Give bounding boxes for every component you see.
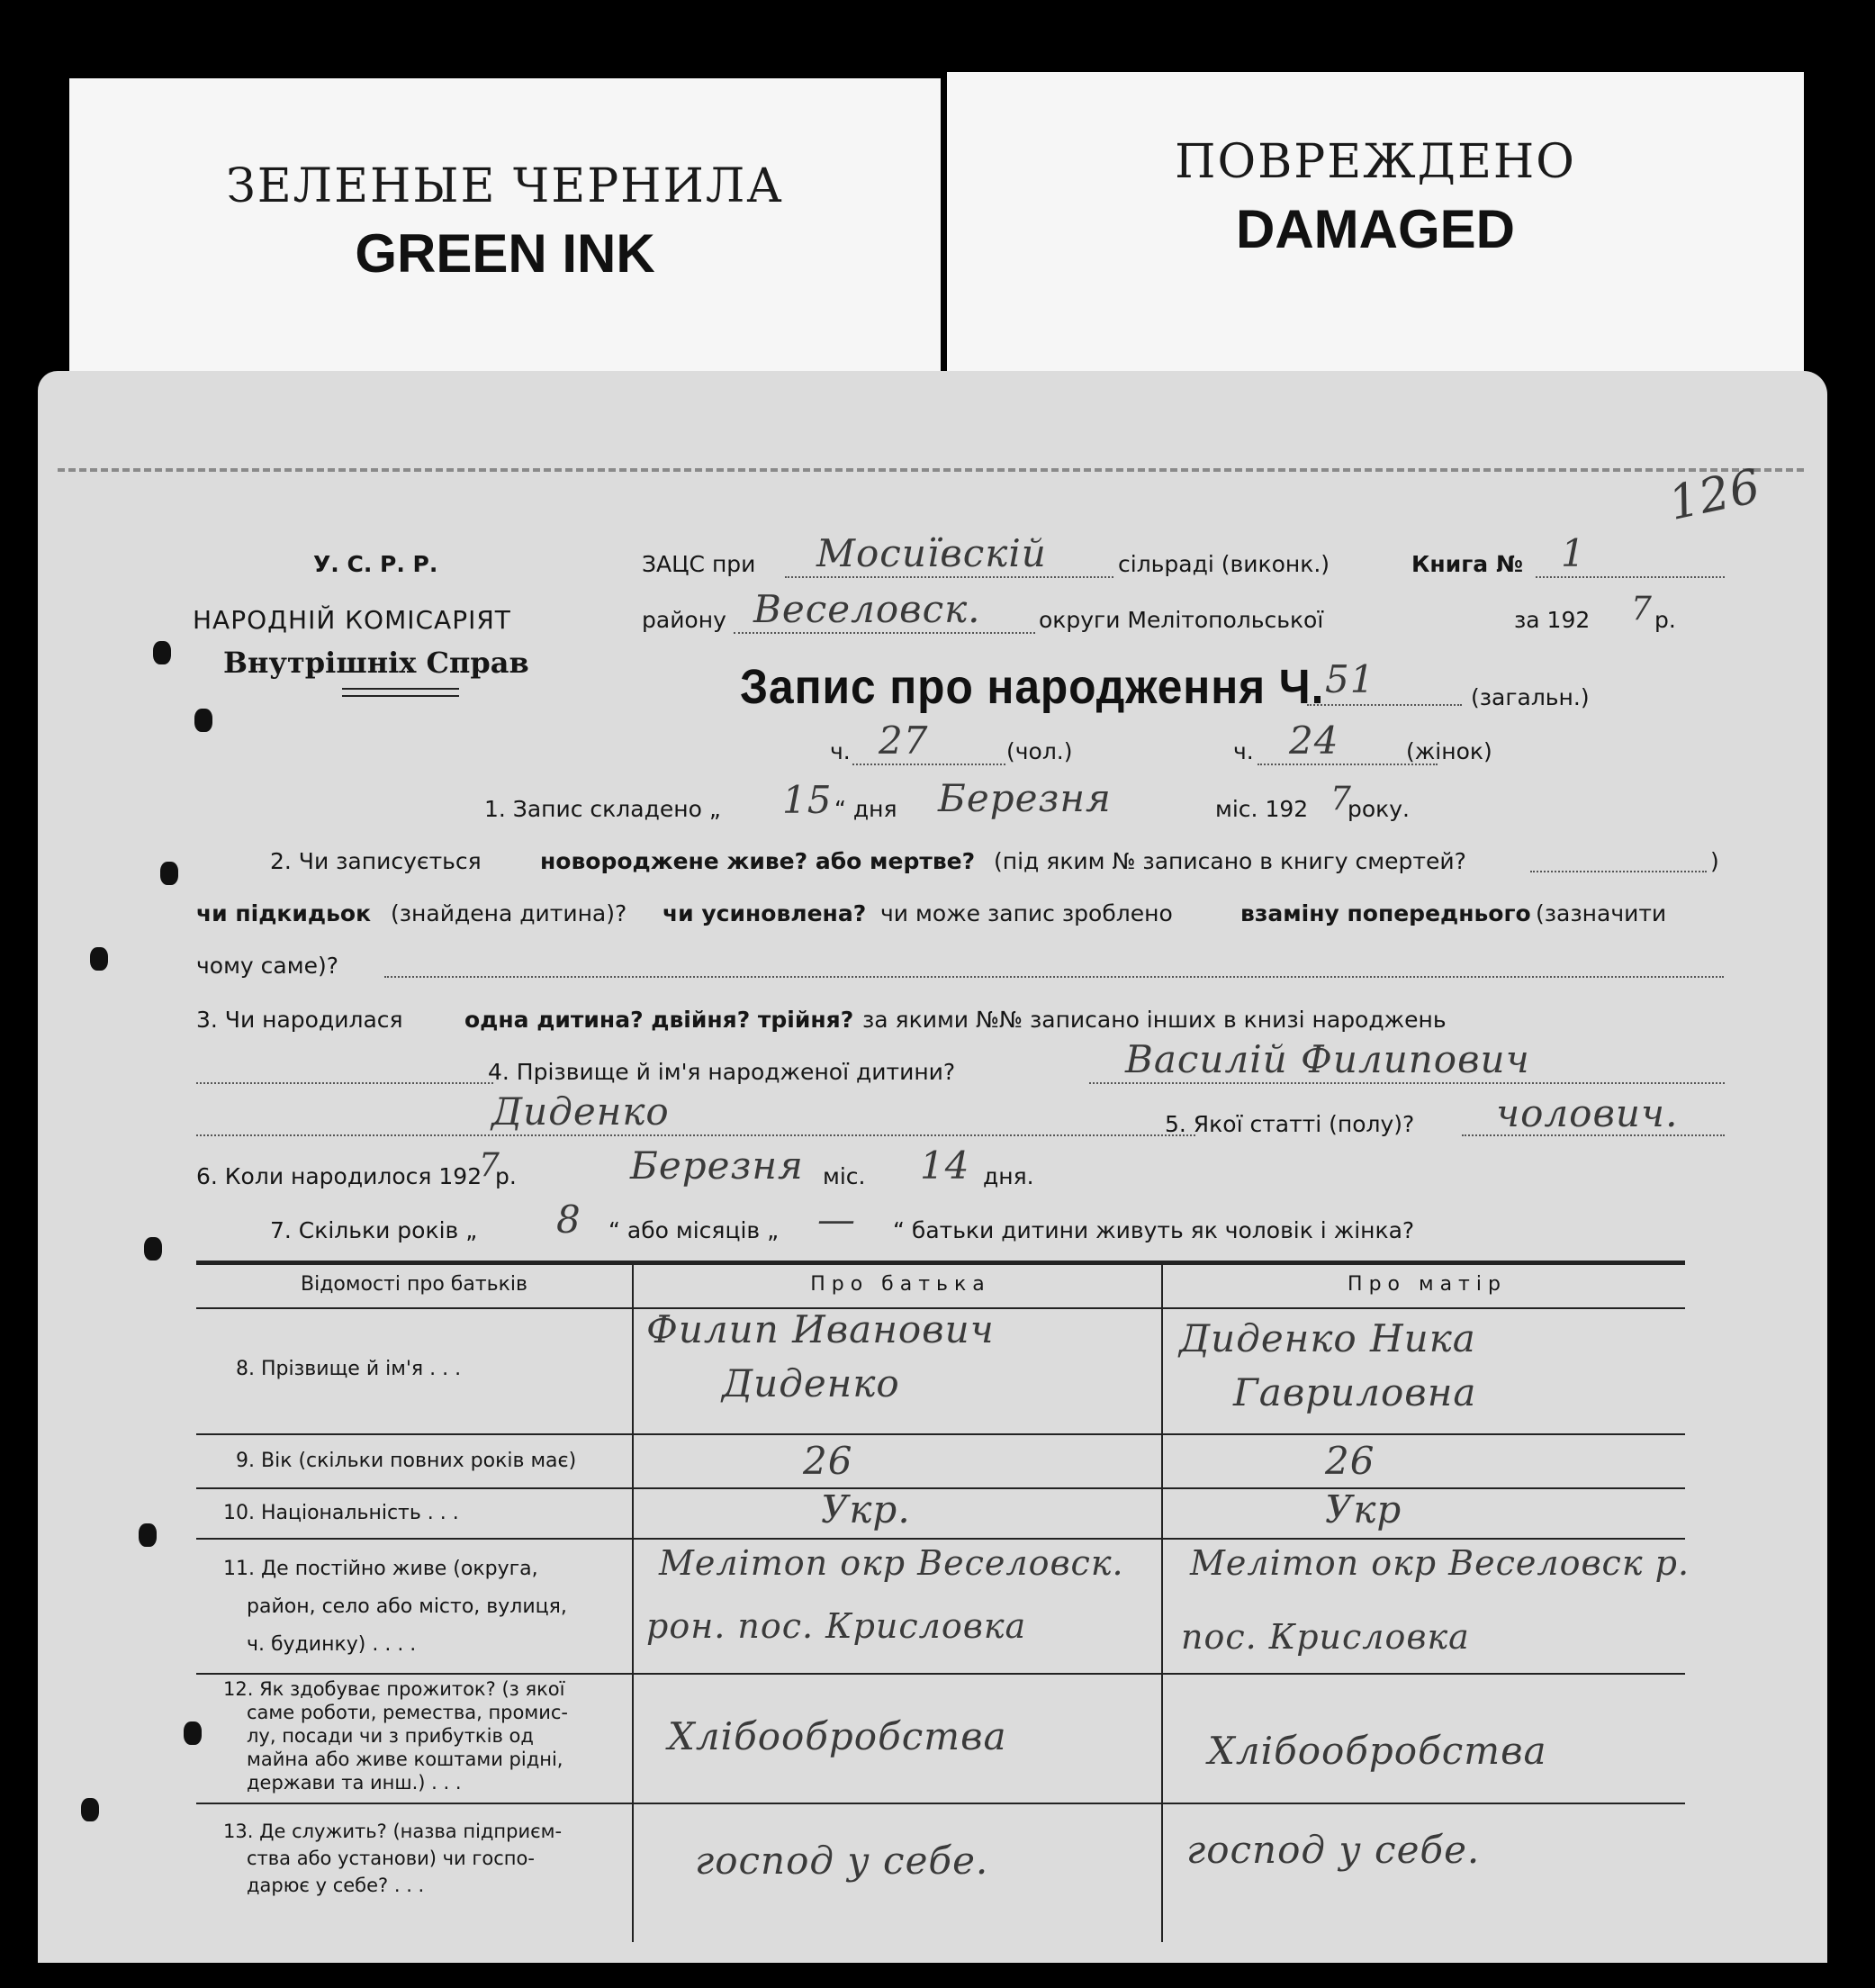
archive-number: 126 <box>1663 459 1766 531</box>
damaged-label-en: DAMAGED <box>1236 199 1515 259</box>
item5-value: чолович. <box>1496 1091 1679 1135</box>
punch-hole <box>160 862 178 885</box>
item2-text: (знайдена дитина)? <box>391 900 627 926</box>
female-prefix: ч. <box>1233 738 1254 764</box>
item6-day: 14 <box>920 1143 970 1188</box>
item2-bold: новороджене живе? або мертве? <box>540 848 976 874</box>
fill-line <box>852 764 1005 765</box>
item2-bold: чи підкидьок <box>196 900 372 926</box>
damaged-label-ru: ПОВРЕЖДЕНО <box>1175 135 1576 189</box>
row-label: 9. Вік (скільки повних років має) <box>236 1450 577 1472</box>
item6-year: 7 <box>479 1147 500 1184</box>
row-label: дарює у себе? . . . <box>247 1875 425 1896</box>
father-name: Диденко <box>722 1361 900 1405</box>
fill-line <box>1307 704 1462 706</box>
row-label: 10. Національність . . . <box>223 1502 459 1524</box>
item7-years: 8 <box>556 1197 581 1242</box>
father-residence: Мелітоп окр Веселовск. <box>659 1543 1124 1583</box>
row-label: ч. будинку) . . . . <box>247 1633 417 1656</box>
book-label: Книга № <box>1411 551 1523 577</box>
okrug-label: округи Мелітопольської <box>1039 607 1324 633</box>
row-label: 12. Як здобуває прожиток? (з якої <box>223 1678 565 1700</box>
item4-value: Диденко <box>491 1089 670 1134</box>
punch-hole <box>184 1721 202 1745</box>
fill-line <box>1089 1082 1725 1084</box>
table-border <box>1161 1262 1163 1942</box>
year-label: за 192 <box>1514 607 1591 633</box>
table-border <box>196 1433 1685 1435</box>
punch-hole <box>153 641 171 664</box>
mother-name: Гавриловна <box>1233 1370 1477 1414</box>
mother-occupation: Хлібообробства <box>1208 1729 1547 1773</box>
fill-line <box>196 1082 493 1084</box>
item2-text: (під яким № записано в книгу смертей? <box>994 848 1466 874</box>
father-workplace: господ у себе. <box>695 1839 989 1883</box>
table-border <box>196 1487 1685 1489</box>
row-label: район, село або місто, вулиця, <box>247 1595 567 1618</box>
father-nationality: Укр. <box>821 1487 911 1532</box>
item2-text: (зазначити <box>1536 900 1667 926</box>
divider <box>342 688 459 690</box>
female-value: 24 <box>1289 718 1339 763</box>
item6-text: міс. <box>823 1163 866 1189</box>
item1-year: 7 <box>1330 781 1352 818</box>
fill-line <box>196 1134 1195 1136</box>
district-value: Веселовск. <box>753 587 981 631</box>
table-border <box>632 1262 634 1942</box>
father-occupation: Хлібообробства <box>668 1714 1007 1758</box>
row-label: держави та инш.) . . . <box>247 1772 462 1794</box>
perforation-line <box>58 468 1804 472</box>
zags-value: Мосиївскій <box>816 531 1047 575</box>
commissariat-line1: НАРОДНІЙ КОМІСАРІЯТ <box>193 605 511 635</box>
item3-bold: одна дитина? двійня? трійня? <box>464 1007 854 1033</box>
item6-month: Березня <box>630 1143 804 1188</box>
male-label: (чол.) <box>1006 738 1073 764</box>
row-label: 8. Прізвище й ім'я . . . <box>236 1358 462 1380</box>
item6-text: 6. Коли народилося 192 <box>196 1163 482 1189</box>
punch-hole <box>144 1237 162 1261</box>
zags-label: ЗАЦС при <box>642 551 756 577</box>
table-border <box>196 1538 1685 1540</box>
mother-residence: Мелітоп окр Веселовск р. <box>1190 1543 1690 1583</box>
item7-months: — <box>817 1197 856 1242</box>
item1-text: “ дня <box>834 796 897 822</box>
commissariat-line2: Внутрішніх Справ <box>223 646 529 680</box>
item6-text: р. <box>495 1163 517 1189</box>
punch-hole <box>90 947 108 971</box>
punch-hole <box>194 709 212 732</box>
row-label: ства або установи) чи госпо- <box>247 1848 535 1869</box>
table-border <box>196 1261 1685 1265</box>
punch-hole <box>139 1523 157 1547</box>
father-age: 26 <box>803 1439 853 1483</box>
table-header-father: П р о б а т ь к а <box>810 1273 985 1296</box>
district-label: району <box>642 607 726 633</box>
item1-month: Березня <box>938 776 1112 820</box>
table-border <box>196 1673 1685 1675</box>
book-value: 1 <box>1561 531 1586 575</box>
item4-text: 4. Прізвище й ім'я народженої дитини? <box>488 1059 956 1085</box>
male-prefix: ч. <box>830 738 851 764</box>
item2-text: 2. Чи записується <box>270 848 482 874</box>
fill-line <box>384 976 1724 978</box>
damaged-label-card <box>947 72 1804 389</box>
item6-text: дня. <box>983 1163 1034 1189</box>
item2-text: чи може запис зроблено <box>880 900 1173 926</box>
row-label: 13. Де служить? (назва підприєм- <box>223 1821 563 1842</box>
item2-text: ) <box>1710 848 1719 874</box>
table-border <box>196 1803 1685 1804</box>
item3-text: за якими №№ записано інших в книзі народжень <box>862 1007 1447 1033</box>
item7-text: 7. Скільки років „ <box>270 1217 478 1243</box>
republic-label: У. С. Р. Р. <box>313 551 438 577</box>
birth-record-form <box>38 371 1827 1963</box>
record-title: Запис про народження Ч. <box>740 660 1325 714</box>
female-label: (жінок) <box>1406 738 1492 764</box>
item2-text: чому саме)? <box>196 953 338 979</box>
row-label: 11. Де постійно живе (округа, <box>223 1558 538 1580</box>
divider <box>342 695 459 697</box>
mother-name: Диденко Ника <box>1179 1316 1476 1360</box>
mother-nationality: Укр <box>1325 1487 1402 1532</box>
item7-text: “ батьки дитини живуть як чоловік і жінка? <box>893 1217 1415 1243</box>
male-value: 27 <box>879 718 929 763</box>
item3-text: 3. Чи народилася <box>196 1007 403 1033</box>
mother-age: 26 <box>1325 1439 1375 1483</box>
item4-value: Василій Филипович <box>1125 1037 1530 1081</box>
fill-line <box>785 576 1113 578</box>
mother-residence: пос. Крисловка <box>1181 1617 1470 1657</box>
fill-line <box>734 632 1035 634</box>
total-value: 51 <box>1325 657 1375 701</box>
item7-text: “ або місяців „ <box>608 1217 780 1243</box>
father-residence: рон. пос. Крисловка <box>646 1606 1027 1646</box>
year-suffix: р. <box>1654 607 1676 633</box>
table-header-mother: П р о м а т і р <box>1348 1273 1501 1296</box>
item1-text: року. <box>1348 796 1411 822</box>
silrada-label: сільраді (виконк.) <box>1118 551 1330 577</box>
row-label: майна або живе коштами рідні, <box>247 1749 563 1770</box>
item5-text: 5. Якої статті (полу)? <box>1165 1111 1415 1137</box>
green-ink-label-ru: ЗЕЛЕНЫЕ ЧЕРНИЛА <box>226 159 784 213</box>
total-label: (загальн.) <box>1471 684 1590 710</box>
item2-bold: чи усиновлена? <box>663 900 867 926</box>
fill-line <box>1530 871 1707 872</box>
year-value: 7 <box>1631 591 1653 628</box>
fill-line <box>1536 576 1725 578</box>
row-label: лу, посади чи з прибутків од <box>247 1725 534 1747</box>
punch-hole <box>81 1798 99 1821</box>
father-name: Филип Иванович <box>646 1307 995 1351</box>
mother-workplace: господ у себе. <box>1186 1828 1481 1872</box>
row-label: саме роботи, ремества, промис- <box>247 1702 568 1723</box>
item1-day: 15 <box>782 778 833 822</box>
green-ink-label-en: GREEN INK <box>355 223 655 284</box>
item1-text: 1. Запис складено „ <box>484 796 721 822</box>
item1-text: міс. 192 <box>1215 796 1309 822</box>
table-header-info: Відомості про батьків <box>301 1273 527 1296</box>
green-ink-label-card <box>69 78 941 389</box>
item2-bold: взаміну попереднього <box>1240 900 1531 926</box>
